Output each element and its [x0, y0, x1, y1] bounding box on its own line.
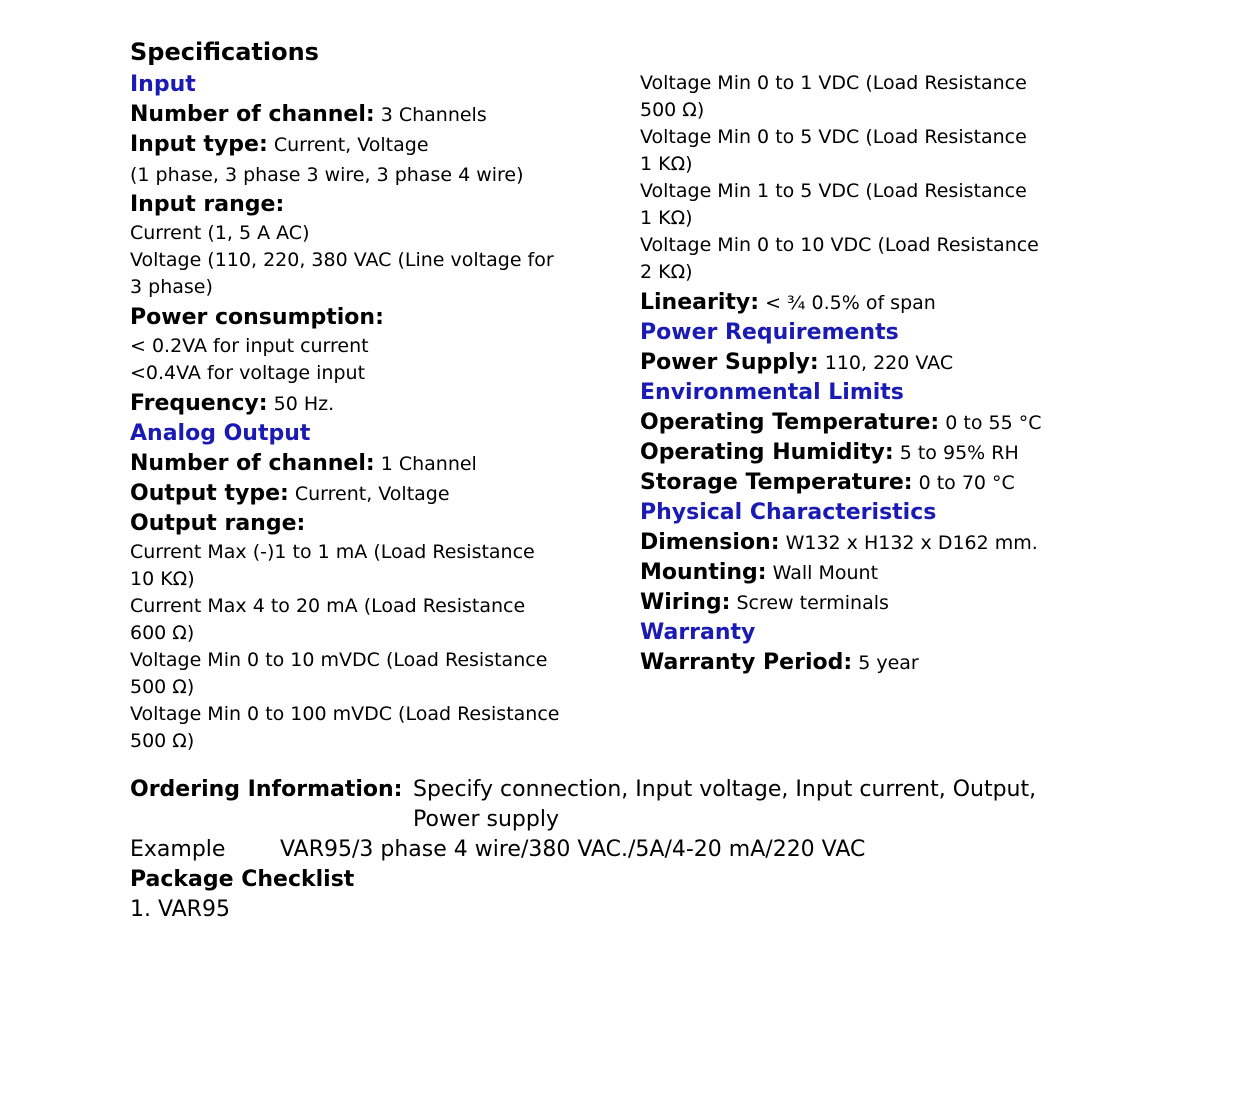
spec-label: Input type:	[130, 132, 268, 157]
output-range-line: 2 KΩ)	[640, 261, 693, 283]
output-range-line: 10 KΩ)	[130, 568, 195, 590]
spec-label: Frequency:	[130, 391, 268, 416]
section-heading-physical-characteristics: Physical Characteristics	[640, 500, 937, 525]
input-range-voltage-line1: Voltage (110, 220, 380 VAC (Line voltage for	[130, 249, 554, 271]
output-range-line: Voltage Min 1 to 5 VDC (Load Resistance	[640, 180, 1027, 202]
spec-label: Linearity:	[640, 290, 760, 315]
output-range-line: 500 Ω)	[130, 676, 195, 698]
spec-value: Current, Voltage	[273, 134, 429, 156]
ordering-label: Ordering Information:	[130, 777, 403, 802]
output-range-line: 1 KΩ)	[640, 153, 693, 175]
spec-label: Operating Humidity:	[640, 440, 894, 465]
spec-warranty-period	[640, 648, 1060, 678]
output-range-line: Voltage Min 0 to 5 VDC (Load Resistance	[640, 126, 1027, 148]
spec-value: W132 x H132 x D162 mm.	[785, 532, 1038, 554]
spec-input-type	[130, 130, 600, 160]
spec-output-number-of-channel	[130, 449, 600, 479]
spec-value: 0 to 70 °C	[918, 472, 1015, 494]
spec-label: Number of channel:	[130, 102, 375, 127]
spec-power-consumption	[130, 303, 600, 333]
output-range-line: Voltage Min 0 to 1 VDC (Load Resistance	[640, 72, 1027, 94]
ordering-section	[130, 775, 1090, 925]
spec-label: Input range:	[130, 192, 285, 217]
section-heading-warranty: Warranty	[640, 620, 756, 645]
spec-operating-temperature	[640, 408, 1060, 438]
spec-label: Number of channel:	[130, 451, 375, 476]
spec-label: Warranty Period:	[640, 650, 853, 675]
spec-label: Power Supply:	[640, 350, 819, 375]
ordering-value: Specify connection, Input voltage, Input current, Output, Power supply	[413, 777, 1037, 832]
spec-label: Dimension:	[640, 530, 780, 555]
left-column	[130, 70, 600, 755]
spec-value: 0 to 55 °C	[945, 412, 1042, 434]
spec-label: Operating Temperature:	[640, 410, 940, 435]
spec-label: Power consumption:	[130, 305, 384, 330]
spec-mounting	[640, 558, 1060, 588]
spec-value: Current, Voltage	[294, 483, 450, 505]
output-range-line: Voltage Min 0 to 10 VDC (Load Resistance	[640, 234, 1039, 256]
spec-wiring	[640, 588, 1060, 618]
spec-frequency	[130, 389, 600, 419]
example-label: Example	[130, 837, 226, 862]
power-consumption-current: < 0.2VA for input current	[130, 335, 369, 357]
spec-value: 50 Hz.	[273, 393, 335, 415]
spec-operating-humidity	[640, 438, 1060, 468]
spec-value: Screw terminals	[736, 592, 889, 614]
section-heading-input: Input	[130, 72, 196, 97]
spec-power-supply	[640, 348, 1060, 378]
output-range-line: 500 Ω)	[130, 730, 195, 752]
spec-number-of-channel	[130, 100, 600, 130]
section-heading-power-requirements: Power Requirements	[640, 320, 899, 345]
spec-input-type-note: (1 phase, 3 phase 3 wire, 3 phase 4 wire)	[130, 164, 524, 186]
package-checklist-item: 1. VAR95	[130, 897, 230, 922]
spec-value: Wall Mount	[772, 562, 879, 584]
right-column	[640, 70, 1060, 678]
output-range-line: Voltage Min 0 to 100 mVDC (Load Resistance	[130, 703, 560, 725]
ordering-example	[130, 835, 1090, 865]
input-range-current: Current (1, 5 A AC)	[130, 222, 310, 244]
spec-value: 1 Channel	[380, 453, 477, 475]
page-title: Specifications	[130, 38, 319, 66]
package-checklist-heading: Package Checklist	[130, 867, 355, 892]
spec-label: Output range:	[130, 511, 306, 536]
output-range-line: Current Max 4 to 20 mA (Load Resistance	[130, 595, 526, 617]
output-range-line: 1 KΩ)	[640, 207, 693, 229]
spec-value: 5 to 95% RH	[899, 442, 1019, 464]
output-range-line: 600 Ω)	[130, 622, 195, 644]
spec-label: Mounting:	[640, 560, 767, 585]
output-range-line: 500 Ω)	[640, 99, 705, 121]
spec-value: 110, 220 VAC	[824, 352, 954, 374]
spec-label: Output type:	[130, 481, 289, 506]
input-range-voltage-line2: 3 phase)	[130, 276, 213, 298]
spec-dimension	[640, 528, 1060, 558]
spec-storage-temperature	[640, 468, 1060, 498]
section-heading-analog-output: Analog Output	[130, 421, 311, 446]
spec-output-range	[130, 509, 600, 539]
example-value: VAR95/3 phase 4 wire/380 VAC./5A/4-20 mA/220 VAC	[280, 837, 866, 862]
power-consumption-voltage: <0.4VA for voltage input	[130, 362, 366, 384]
spec-label: Wiring:	[640, 590, 731, 615]
spec-value: 3 Channels	[380, 104, 487, 126]
output-range-line: Current Max (-)1 to 1 mA (Load Resistance	[130, 541, 535, 563]
spec-value: < ¾ 0.5% of span	[765, 292, 936, 314]
output-range-list-left	[130, 539, 600, 755]
spec-label: Storage Temperature:	[640, 470, 913, 495]
output-range-line: Voltage Min 0 to 10 mVDC (Load Resistance	[130, 649, 548, 671]
ordering-information	[130, 775, 1090, 835]
section-heading-environmental-limits: Environmental Limits	[640, 380, 904, 405]
output-range-list-right	[640, 70, 1060, 286]
spec-input-range	[130, 190, 600, 220]
spec-output-type	[130, 479, 600, 509]
spec-linearity	[640, 288, 1060, 318]
spec-value: 5 year	[858, 652, 919, 674]
